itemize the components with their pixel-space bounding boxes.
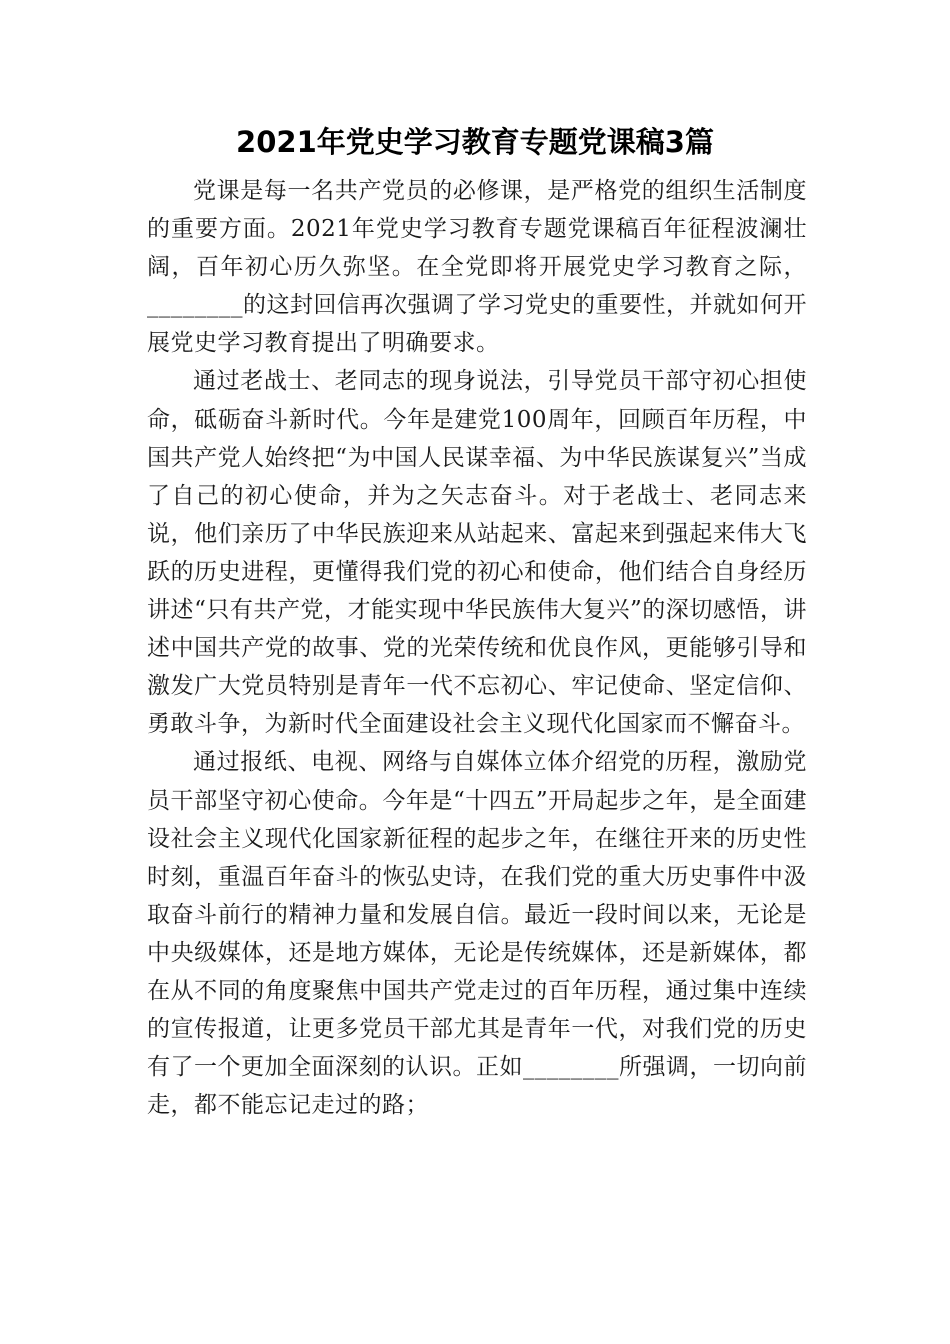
document-title: 2021年党史学习教育专题党课稿3篇 — [236, 125, 714, 159]
paragraph-2: 通过老战士、老同志的现身说法，引导党员干部守初心担使命，砥砺奋斗新时代。今年是建党100周年，回顾百年历程，中国共产党人始终把“为中国人民谋幸福、为中华民族谋复兴”当成了自己的初心使命，并为之矢志奋斗。对于老战士、老同志来说，他们亲历了中华民族迎来从站起来、富起来到强起来伟大飞跃的历史进程，更懂得我们党的初心和使命，他们结合自身经历讲述“只有共产党，才能实现中华民族伟大复兴”的深切感悟，讲述中国共产党的故事、党的光荣传统和优良作风，更能够引导和激发广大党员特别是青年一代不忘初心、牢记使命、坚定信仰、勇敢斗争，为新时代全面建设社会主义现代化国家而不懈奋斗。 — [147, 368, 807, 738]
paragraph-1: 党课是每一名共产党员的必修课，是严格党的组织生活制度的重要方面。2021年党史学习教育专题党课稿百年征程波澜壮阔，百年初心历久弥坚。在全党即将开展党史学习教育之际，________的这封回信再次强调了学习党史的重要性，并就如何开展党史学习教育提出了明确要求。 — [147, 178, 807, 357]
document-body — [147, 172, 807, 1124]
paragraph-3: 通过报纸、电视、网络与自媒体立体介绍党的历程，激励党员干部坚守初心使命。今年是“十四五”开局起步之年，是全面建设社会主义现代化国家新征程的起步之年，在继往开来的历史性时刻，重温百年奋斗的恢弘史诗，在我们党的重大历史事件中汲取奋斗前行的精神力量和发展自信。最近一段时间以来，无论是中央级媒体，还是地方媒体，无论是传统媒体，还是新媒体，都在从不同的角度聚焦中国共产党走过的百年历程，通过集中连续的宣传报道，让更多党员干部尤其是青年一代，对我们党的历史有了一个更加全面深刻的认识。正如________所强调，一切向前走，都不能忘记走过的路； — [147, 749, 807, 1119]
